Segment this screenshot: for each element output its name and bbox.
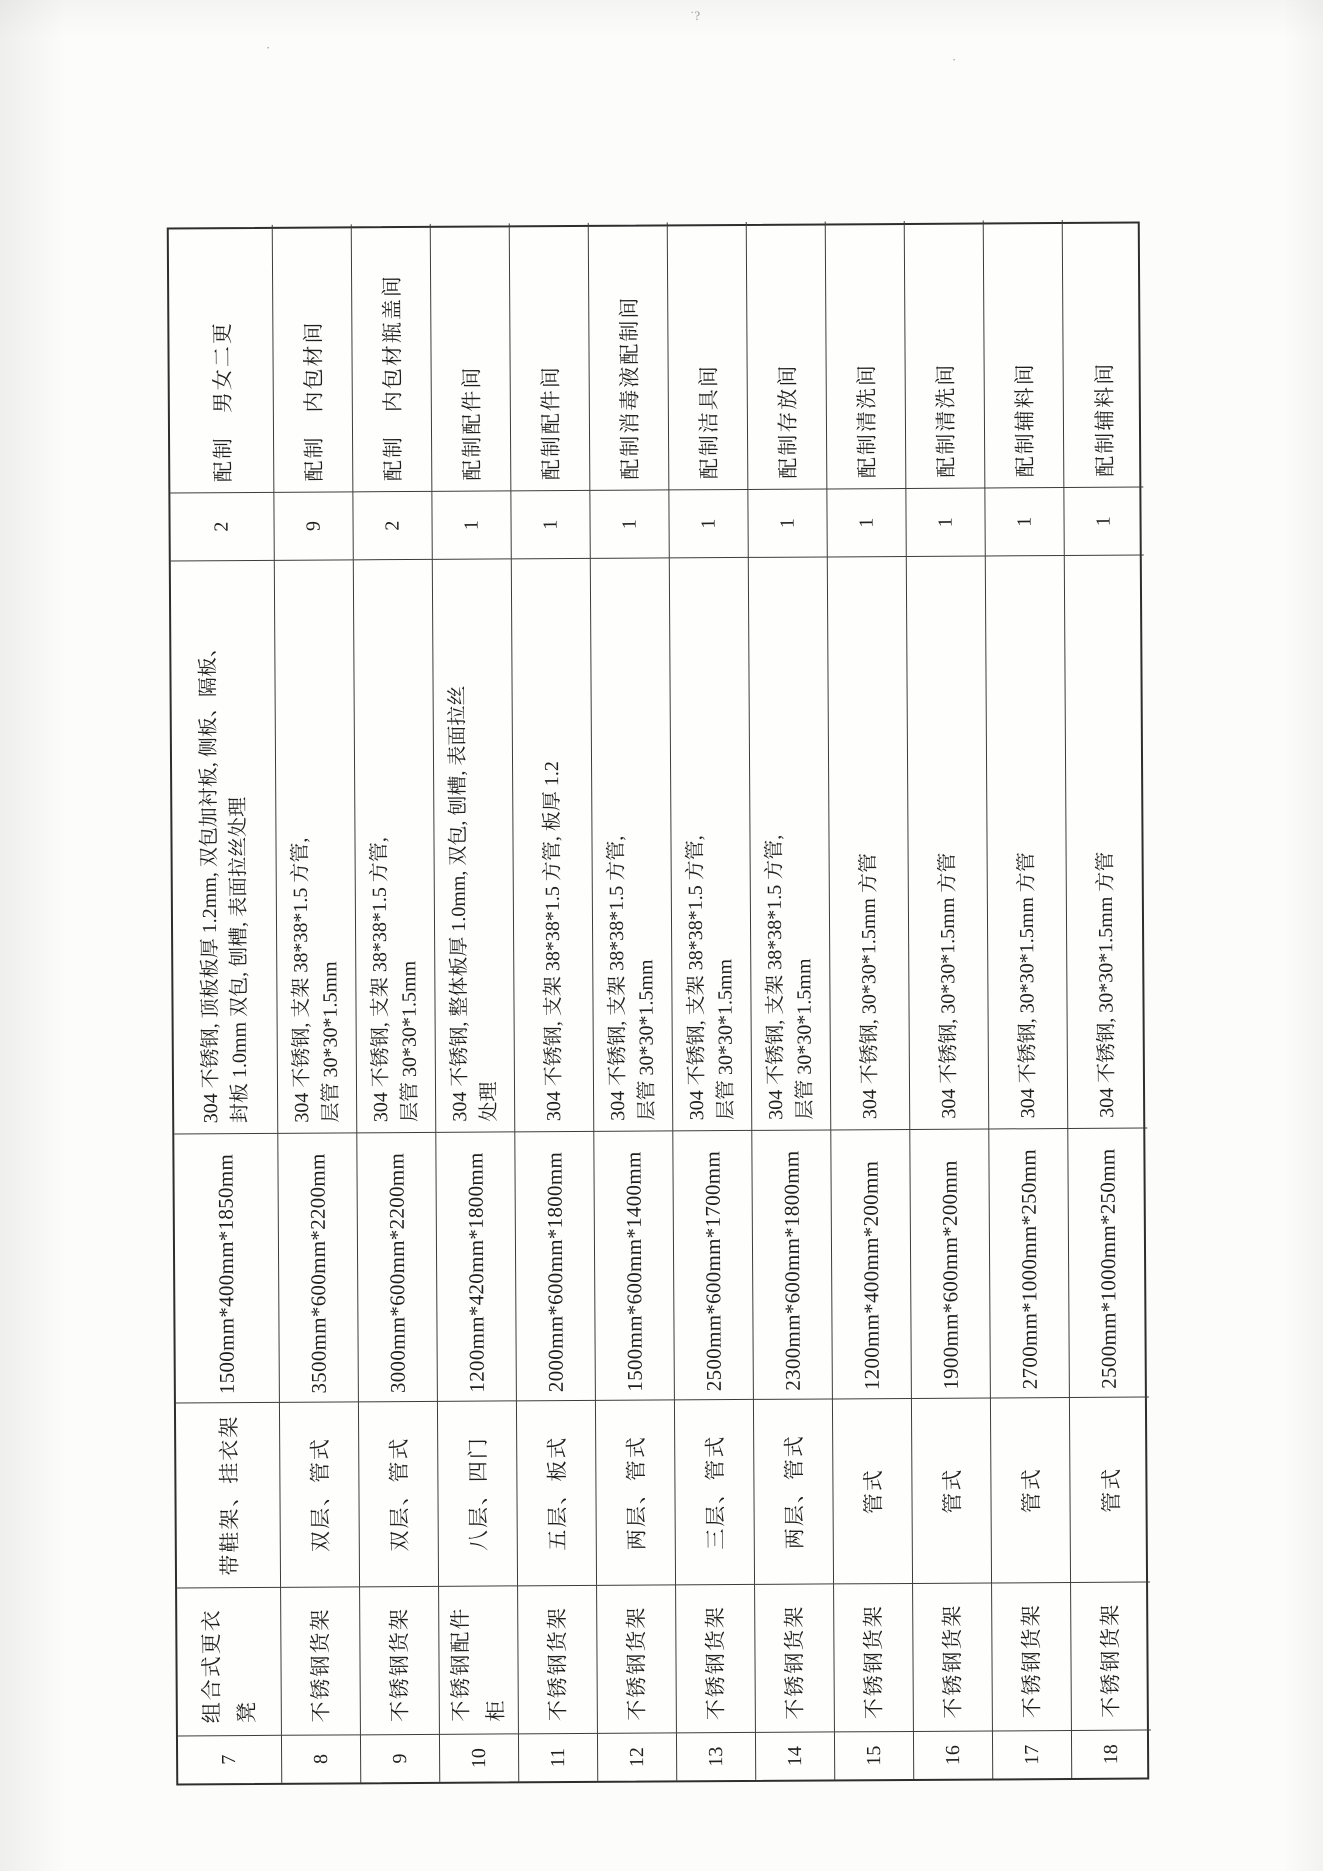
item-material-line: 304 不锈钢, 整体板厚 1.0mm, 双包, 刨槽, 表面拉丝 xyxy=(446,685,472,1122)
cell-item-location: 配制洁具间 xyxy=(668,222,749,489)
cell-item-name xyxy=(834,1583,914,1731)
cell-item-type: 管式 xyxy=(991,1397,1071,1582)
cell-item-size: 1200mm*420mm*1800mm xyxy=(436,1131,517,1400)
cell-item-location: 配制消毒液配制间 xyxy=(589,222,670,489)
cell-item-number: 13 xyxy=(677,1732,756,1780)
item-name-line: 不锈钢配件 xyxy=(448,1606,473,1722)
cell-item-material xyxy=(171,560,278,1134)
cell-item-number: 12 xyxy=(598,1732,677,1780)
cell-item-number: 7 xyxy=(178,1735,282,1784)
item-material-line: 304 不锈钢, 支架 38*38*1.5 方管, xyxy=(368,837,393,1123)
cell-item-type: 三层、管式 xyxy=(675,1399,755,1584)
cell-item-type: 双层、管式 xyxy=(280,1401,360,1586)
cell-item-quantity: 1 xyxy=(669,489,748,557)
cell-item-size: 2300mm*600mm*1800mm xyxy=(752,1129,833,1398)
cell-item-name xyxy=(676,1584,756,1732)
item-name-line: 不锈钢货架 xyxy=(1018,1603,1044,1719)
cell-item-material xyxy=(512,558,594,1131)
item-material-line: 层管 30*30*1.5mm xyxy=(793,958,817,1120)
cell-item-quantity: 9 xyxy=(274,491,353,559)
item-material-line: 304 不锈钢, 30*30*1.5mm 方管 xyxy=(1015,852,1039,1119)
item-name-line: 不锈钢货架 xyxy=(386,1607,412,1723)
cell-item-location: 配制存放间 xyxy=(747,221,828,488)
cell-item-material xyxy=(986,555,1068,1128)
item-name-line: 不锈钢货架 xyxy=(544,1606,570,1722)
cell-item-type: 管式 xyxy=(1070,1397,1150,1582)
cell-item-number: 15 xyxy=(835,1731,914,1779)
item-material-line: 304 不锈钢, 支架 38*38*1.5 方管, xyxy=(684,835,709,1121)
cell-item-name xyxy=(281,1586,361,1734)
item-material-line: 层管 30*30*1.5mm xyxy=(398,960,422,1123)
cell-item-size: 3000mm*600mm*2200mm xyxy=(357,1132,438,1401)
cell-item-name xyxy=(439,1585,519,1733)
cell-item-quantity: 1 xyxy=(590,489,669,557)
cell-item-type: 带鞋架、挂衣架 xyxy=(176,1402,281,1588)
cell-item-quantity: 1 xyxy=(1064,487,1143,555)
cell-item-quantity: 1 xyxy=(748,488,827,556)
cell-item-number: 11 xyxy=(519,1733,598,1781)
cell-item-number: 18 xyxy=(1072,1730,1151,1778)
cell-item-quantity: 1 xyxy=(906,487,985,555)
cell-item-size: 1500mm*600mm*1400mm xyxy=(594,1130,675,1399)
item-material-line: 304 不锈钢, 30*30*1.5mm 方管 xyxy=(857,853,881,1120)
cell-item-number: 16 xyxy=(914,1730,993,1778)
item-material-line: 304 不锈钢, 支架 38*38*1.5 方管, xyxy=(763,834,788,1120)
cell-item-size: 3500mm*600mm*2200mm xyxy=(278,1132,359,1401)
item-material-line: 304 不锈钢, 30*30*1.5mm 方管 xyxy=(936,852,960,1119)
cell-item-size: 2000mm*600mm*1800mm xyxy=(515,1131,596,1400)
cell-item-location: 配制配件间 xyxy=(431,223,512,490)
cell-item-location: 配制 内包材瓶盖间 xyxy=(352,224,433,491)
cell-item-type: 八层、四门 xyxy=(438,1400,518,1585)
cell-item-size: 1900mm*600mm*200mm xyxy=(910,1128,991,1397)
cell-item-name xyxy=(755,1583,835,1731)
cell-item-location: 配制配件间 xyxy=(510,223,591,490)
cell-item-type: 双层、管式 xyxy=(359,1401,439,1586)
cell-item-size: 2500mm*600mm*1700mm xyxy=(673,1130,754,1399)
scanned-table-sheet xyxy=(167,222,1149,1786)
cell-item-material xyxy=(433,558,515,1131)
cell-item-material xyxy=(591,557,673,1130)
cell-item-number: 17 xyxy=(993,1730,1072,1778)
item-name-line: 不锈钢货架 xyxy=(939,1603,965,1719)
item-material-line: 304 不锈钢, 支架 38*38*1.5 方管, xyxy=(289,837,314,1123)
cell-item-quantity: 1 xyxy=(432,490,511,558)
cell-item-quantity: 1 xyxy=(511,490,590,558)
cell-item-number: 14 xyxy=(756,1731,835,1779)
cell-item-name xyxy=(360,1586,440,1734)
cell-item-material xyxy=(354,559,436,1132)
cell-item-location: 配制辅料间 xyxy=(1092,361,1117,477)
cell-item-type: 两层、管式 xyxy=(754,1398,834,1583)
item-material-line: 封板 1.0mm 双包, 刨槽, 表面拉丝处理 xyxy=(226,796,251,1124)
cell-item-location: 配制辅料间 xyxy=(984,220,1065,487)
item-material-line: 层管 30*30*1.5mm xyxy=(635,959,659,1121)
cell-item-material xyxy=(828,556,910,1129)
cell-item-location: 配制 男女二更 xyxy=(169,225,275,493)
cell-item-name xyxy=(1071,1582,1151,1730)
cell-item-name xyxy=(992,1582,1072,1730)
item-name-line: 不锈钢货架 xyxy=(307,1607,333,1723)
cell-item-material xyxy=(907,555,989,1128)
cell-item-quantity: 1 xyxy=(827,488,906,556)
item-name-line: 组合式更衣 xyxy=(198,1608,224,1724)
cell-item-material xyxy=(275,559,357,1132)
item-name-line: 柜 xyxy=(483,1698,508,1722)
item-material-line: 304 不锈钢, 顶板板厚 1.2mm, 双包加衬板, 侧板、隔板、 xyxy=(196,637,222,1124)
cell-item-material xyxy=(670,557,752,1130)
cell-item-quantity: 1 xyxy=(985,487,1064,555)
scan-artifact: ˙? xyxy=(690,8,701,23)
cell-item-location: 配制清洗间 xyxy=(905,220,986,487)
item-material-line: 层管 30*30*1.5mm xyxy=(319,961,343,1123)
item-name-line: 凳 xyxy=(234,1699,259,1724)
cell-item-type: 五层、板式 xyxy=(517,1400,597,1585)
cell-item-name xyxy=(177,1587,282,1736)
cell-item-material xyxy=(749,556,831,1129)
cell-item-number: 9 xyxy=(361,1734,440,1782)
cell-item-quantity: 2 xyxy=(170,492,274,561)
item-name-line: 不锈钢货架 xyxy=(860,1604,886,1720)
cell-item-size: 1500mm*400mm*1850mm xyxy=(174,1133,280,1403)
cell-item-size: 2500mm*1000mm*250mm xyxy=(1068,1128,1149,1397)
scan-artifact: · xyxy=(266,40,271,55)
item-name-line: 不锈钢货架 xyxy=(1098,1602,1123,1718)
cell-item-name xyxy=(518,1585,598,1733)
cell-item-name xyxy=(597,1584,677,1732)
cell-item-location: 配制清洗间 xyxy=(826,221,907,488)
cell-item-type: 管式 xyxy=(833,1398,913,1583)
cell-item-location: 配制 内包材间 xyxy=(273,224,354,491)
item-material-line: 304 不锈钢, 支架 38*38*1.5 方管, 板厚 1.2 xyxy=(540,761,565,1122)
item-material-line: 处理 xyxy=(477,1081,501,1122)
cell-item-type: 管式 xyxy=(912,1397,992,1582)
item-material-line: 304 不锈钢, 支架 38*38*1.5 方管, xyxy=(605,835,630,1121)
item-material-line: 层管 30*30*1.5mm xyxy=(714,958,738,1121)
cell-item-type: 两层、管式 xyxy=(596,1399,676,1584)
cell-item-material xyxy=(1065,555,1147,1128)
scan-artifact: · xyxy=(952,52,957,67)
cell-item-name xyxy=(913,1582,993,1730)
item-name-line: 不锈钢货架 xyxy=(702,1605,728,1721)
cell-item-size: 1200mm*400mm*200mm xyxy=(831,1129,912,1398)
item-material-line: 304 不锈钢, 30*30*1.5mm 方管 xyxy=(1094,851,1119,1118)
cell-item-quantity: 2 xyxy=(353,491,432,559)
item-name-line: 不锈钢货架 xyxy=(623,1605,649,1721)
cell-item-number: 8 xyxy=(282,1734,361,1782)
cell-item-size: 2700mm*1000mm*250mm xyxy=(989,1128,1070,1397)
cell-item-number: 10 xyxy=(440,1733,519,1781)
item-name-line: 不锈钢货架 xyxy=(781,1604,807,1720)
equipment-table xyxy=(167,222,1149,1786)
